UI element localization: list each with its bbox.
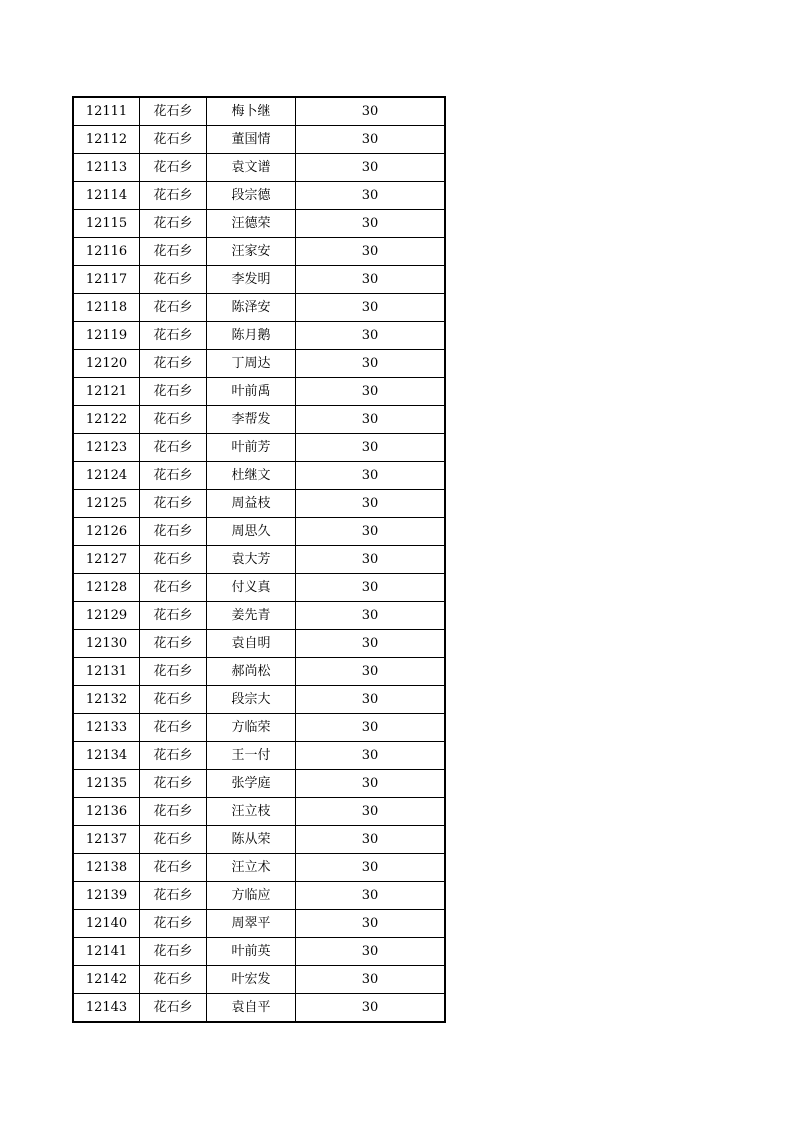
township-cell: 花石乡 bbox=[140, 350, 207, 378]
amount-cell: 30 bbox=[296, 97, 446, 126]
person-name-cell: 袁自平 bbox=[207, 994, 296, 1023]
amount-cell: 30 bbox=[296, 770, 446, 798]
table-row bbox=[73, 910, 445, 938]
person-name-cell: 叶前芳 bbox=[207, 434, 296, 462]
record-id-cell: 12142 bbox=[73, 966, 140, 994]
amount-cell: 30 bbox=[296, 714, 446, 742]
township-cell: 花石乡 bbox=[140, 126, 207, 154]
table-row bbox=[73, 826, 445, 854]
amount-cell: 30 bbox=[296, 966, 446, 994]
amount-cell: 30 bbox=[296, 434, 446, 462]
person-name-cell: 张学庭 bbox=[207, 770, 296, 798]
table-row bbox=[73, 546, 445, 574]
table-row bbox=[73, 742, 445, 770]
amount-cell: 30 bbox=[296, 350, 446, 378]
record-id-cell: 12135 bbox=[73, 770, 140, 798]
township-cell: 花石乡 bbox=[140, 882, 207, 910]
record-id-cell: 12139 bbox=[73, 882, 140, 910]
person-name-cell: 李帮发 bbox=[207, 406, 296, 434]
township-cell: 花石乡 bbox=[140, 462, 207, 490]
person-name-cell: 方临荣 bbox=[207, 714, 296, 742]
table-row bbox=[73, 406, 445, 434]
amount-cell: 30 bbox=[296, 882, 446, 910]
record-id-cell: 12113 bbox=[73, 154, 140, 182]
township-cell: 花石乡 bbox=[140, 434, 207, 462]
township-cell: 花石乡 bbox=[140, 210, 207, 238]
amount-cell: 30 bbox=[296, 686, 446, 714]
table-row bbox=[73, 770, 445, 798]
person-name-cell: 周益枝 bbox=[207, 490, 296, 518]
township-cell: 花石乡 bbox=[140, 602, 207, 630]
record-id-cell: 12112 bbox=[73, 126, 140, 154]
person-name-cell: 汪德荣 bbox=[207, 210, 296, 238]
township-cell: 花石乡 bbox=[140, 686, 207, 714]
table-row bbox=[73, 462, 445, 490]
table-row bbox=[73, 434, 445, 462]
person-name-cell: 陈泽安 bbox=[207, 294, 296, 322]
amount-cell: 30 bbox=[296, 658, 446, 686]
record-id-cell: 12138 bbox=[73, 854, 140, 882]
table-row bbox=[73, 630, 445, 658]
record-id-cell: 12143 bbox=[73, 994, 140, 1023]
table-row bbox=[73, 182, 445, 210]
table-row bbox=[73, 97, 445, 126]
person-name-cell: 叶宏发 bbox=[207, 966, 296, 994]
table-row bbox=[73, 966, 445, 994]
table-row bbox=[73, 938, 445, 966]
township-cell: 花石乡 bbox=[140, 546, 207, 574]
table-row bbox=[73, 574, 445, 602]
township-cell: 花石乡 bbox=[140, 714, 207, 742]
person-name-cell: 梅卜继 bbox=[207, 97, 296, 126]
table-row bbox=[73, 658, 445, 686]
table-row bbox=[73, 126, 445, 154]
table-row bbox=[73, 994, 445, 1023]
person-name-cell: 袁大芳 bbox=[207, 546, 296, 574]
township-cell: 花石乡 bbox=[140, 630, 207, 658]
amount-cell: 30 bbox=[296, 602, 446, 630]
township-cell: 花石乡 bbox=[140, 910, 207, 938]
amount-cell: 30 bbox=[296, 322, 446, 350]
person-name-cell: 段宗德 bbox=[207, 182, 296, 210]
amount-cell: 30 bbox=[296, 630, 446, 658]
record-id-cell: 12125 bbox=[73, 490, 140, 518]
record-id-cell: 12116 bbox=[73, 238, 140, 266]
person-name-cell: 付义真 bbox=[207, 574, 296, 602]
person-name-cell: 郝尚松 bbox=[207, 658, 296, 686]
person-name-cell: 丁周达 bbox=[207, 350, 296, 378]
table-row bbox=[73, 854, 445, 882]
person-name-cell: 袁自明 bbox=[207, 630, 296, 658]
amount-cell: 30 bbox=[296, 742, 446, 770]
roster-table-body bbox=[73, 97, 445, 1022]
person-name-cell: 方临应 bbox=[207, 882, 296, 910]
person-name-cell: 段宗大 bbox=[207, 686, 296, 714]
amount-cell: 30 bbox=[296, 798, 446, 826]
record-id-cell: 12140 bbox=[73, 910, 140, 938]
record-id-cell: 12122 bbox=[73, 406, 140, 434]
record-id-cell: 12126 bbox=[73, 518, 140, 546]
table-row bbox=[73, 238, 445, 266]
person-name-cell: 姜先青 bbox=[207, 602, 296, 630]
record-id-cell: 12121 bbox=[73, 378, 140, 406]
table-row bbox=[73, 210, 445, 238]
township-cell: 花石乡 bbox=[140, 294, 207, 322]
table-row bbox=[73, 686, 445, 714]
township-cell: 花石乡 bbox=[140, 798, 207, 826]
record-id-cell: 12137 bbox=[73, 826, 140, 854]
person-name-cell: 杜继文 bbox=[207, 462, 296, 490]
township-cell: 花石乡 bbox=[140, 238, 207, 266]
township-cell: 花石乡 bbox=[140, 770, 207, 798]
person-name-cell: 汪立枝 bbox=[207, 798, 296, 826]
amount-cell: 30 bbox=[296, 238, 446, 266]
table-row bbox=[73, 294, 445, 322]
township-cell: 花石乡 bbox=[140, 518, 207, 546]
table-row bbox=[73, 266, 445, 294]
amount-cell: 30 bbox=[296, 154, 446, 182]
table-row bbox=[73, 350, 445, 378]
amount-cell: 30 bbox=[296, 210, 446, 238]
amount-cell: 30 bbox=[296, 574, 446, 602]
amount-cell: 30 bbox=[296, 266, 446, 294]
record-id-cell: 12119 bbox=[73, 322, 140, 350]
township-cell: 花石乡 bbox=[140, 658, 207, 686]
township-cell: 花石乡 bbox=[140, 406, 207, 434]
amount-cell: 30 bbox=[296, 378, 446, 406]
record-id-cell: 12130 bbox=[73, 630, 140, 658]
table-row bbox=[73, 798, 445, 826]
person-name-cell: 陈月鹅 bbox=[207, 322, 296, 350]
record-id-cell: 12111 bbox=[73, 97, 140, 126]
person-name-cell: 叶前英 bbox=[207, 938, 296, 966]
township-cell: 花石乡 bbox=[140, 826, 207, 854]
amount-cell: 30 bbox=[296, 910, 446, 938]
township-cell: 花石乡 bbox=[140, 994, 207, 1023]
table-row bbox=[73, 714, 445, 742]
record-id-cell: 12120 bbox=[73, 350, 140, 378]
person-name-cell: 周思久 bbox=[207, 518, 296, 546]
amount-cell: 30 bbox=[296, 546, 446, 574]
township-cell: 花石乡 bbox=[140, 182, 207, 210]
record-id-cell: 12141 bbox=[73, 938, 140, 966]
person-name-cell: 汪家安 bbox=[207, 238, 296, 266]
amount-cell: 30 bbox=[296, 994, 446, 1023]
record-id-cell: 12123 bbox=[73, 434, 140, 462]
amount-cell: 30 bbox=[296, 490, 446, 518]
record-id-cell: 12124 bbox=[73, 462, 140, 490]
township-cell: 花石乡 bbox=[140, 154, 207, 182]
amount-cell: 30 bbox=[296, 182, 446, 210]
township-cell: 花石乡 bbox=[140, 490, 207, 518]
township-cell: 花石乡 bbox=[140, 938, 207, 966]
township-cell: 花石乡 bbox=[140, 97, 207, 126]
amount-cell: 30 bbox=[296, 518, 446, 546]
township-cell: 花石乡 bbox=[140, 742, 207, 770]
record-id-cell: 12132 bbox=[73, 686, 140, 714]
amount-cell: 30 bbox=[296, 462, 446, 490]
record-id-cell: 12133 bbox=[73, 714, 140, 742]
amount-cell: 30 bbox=[296, 938, 446, 966]
person-name-cell: 李发明 bbox=[207, 266, 296, 294]
amount-cell: 30 bbox=[296, 126, 446, 154]
township-cell: 花石乡 bbox=[140, 322, 207, 350]
table-row bbox=[73, 154, 445, 182]
township-cell: 花石乡 bbox=[140, 266, 207, 294]
table-row bbox=[73, 602, 445, 630]
person-name-cell: 汪立术 bbox=[207, 854, 296, 882]
amount-cell: 30 bbox=[296, 294, 446, 322]
person-name-cell: 袁文谱 bbox=[207, 154, 296, 182]
township-cell: 花石乡 bbox=[140, 378, 207, 406]
record-id-cell: 12129 bbox=[73, 602, 140, 630]
record-id-cell: 12131 bbox=[73, 658, 140, 686]
township-cell: 花石乡 bbox=[140, 854, 207, 882]
township-cell: 花石乡 bbox=[140, 966, 207, 994]
person-name-cell: 周翠平 bbox=[207, 910, 296, 938]
amount-cell: 30 bbox=[296, 826, 446, 854]
record-id-cell: 12136 bbox=[73, 798, 140, 826]
record-id-cell: 12134 bbox=[73, 742, 140, 770]
table-row bbox=[73, 518, 445, 546]
record-id-cell: 12118 bbox=[73, 294, 140, 322]
roster-table bbox=[72, 96, 446, 1023]
table-row bbox=[73, 378, 445, 406]
table-row bbox=[73, 882, 445, 910]
township-cell: 花石乡 bbox=[140, 574, 207, 602]
amount-cell: 30 bbox=[296, 854, 446, 882]
record-id-cell: 12127 bbox=[73, 546, 140, 574]
person-name-cell: 叶前禹 bbox=[207, 378, 296, 406]
record-id-cell: 12114 bbox=[73, 182, 140, 210]
record-id-cell: 12128 bbox=[73, 574, 140, 602]
record-id-cell: 12117 bbox=[73, 266, 140, 294]
person-name-cell: 王一付 bbox=[207, 742, 296, 770]
person-name-cell: 董国情 bbox=[207, 126, 296, 154]
record-id-cell: 12115 bbox=[73, 210, 140, 238]
table-row bbox=[73, 490, 445, 518]
amount-cell: 30 bbox=[296, 406, 446, 434]
person-name-cell: 陈从荣 bbox=[207, 826, 296, 854]
table-row bbox=[73, 322, 445, 350]
